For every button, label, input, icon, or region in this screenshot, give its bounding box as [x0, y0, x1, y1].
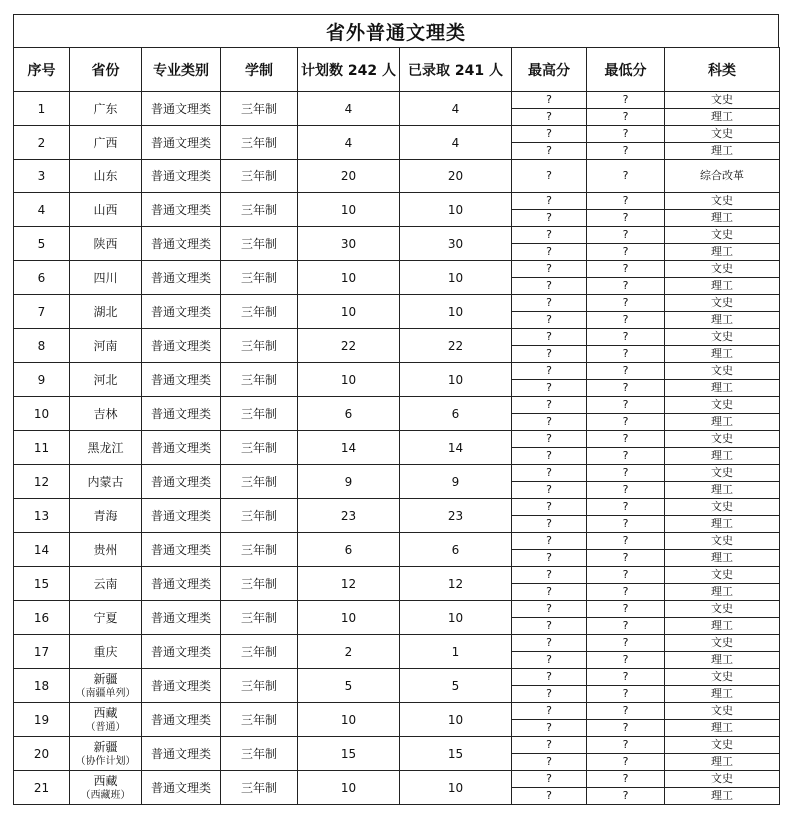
- max-score-cell: ?: [512, 686, 587, 703]
- province-cell: 湖北: [70, 295, 142, 329]
- max-score-cell: ?: [512, 126, 587, 143]
- duration-cell: 三年制: [221, 261, 298, 295]
- table-row: [14, 160, 780, 193]
- table-row: [14, 533, 780, 550]
- seq-cell: 10: [14, 397, 70, 431]
- seq-cell: 7: [14, 295, 70, 329]
- province-cell: 河南: [70, 329, 142, 363]
- duration-cell: 三年制: [221, 329, 298, 363]
- subject-cell: 文史: [665, 533, 780, 550]
- admitted-cell: 14: [400, 431, 512, 465]
- subject-cell: 文史: [665, 567, 780, 584]
- min-score-cell: ?: [587, 618, 665, 635]
- max-score-cell: ?: [512, 482, 587, 499]
- province-cell: 山东: [70, 160, 142, 193]
- max-score-cell: ?: [512, 143, 587, 160]
- province-cell: 贵州: [70, 533, 142, 567]
- subject-cell: 文史: [665, 737, 780, 754]
- header-max-score: 最高分: [512, 48, 587, 92]
- category-cell: 普通文理类: [142, 567, 221, 601]
- province-cell: [70, 703, 142, 737]
- plan-cell: 10: [298, 295, 400, 329]
- min-score-cell: ?: [587, 788, 665, 805]
- province-cell: 四川: [70, 261, 142, 295]
- min-score-cell: ?: [587, 143, 665, 160]
- admitted-cell: 10: [400, 295, 512, 329]
- category-cell: 普通文理类: [142, 771, 221, 805]
- duration-cell: 三年制: [221, 126, 298, 160]
- table-row: [14, 737, 780, 754]
- duration-cell: 三年制: [221, 703, 298, 737]
- min-score-cell: ?: [587, 397, 665, 414]
- table-row: [14, 567, 780, 584]
- min-score-cell: ?: [587, 295, 665, 312]
- max-score-cell: ?: [512, 533, 587, 550]
- max-score-cell: ?: [512, 550, 587, 567]
- table-row: [14, 669, 780, 686]
- subject-cell: 理工: [665, 414, 780, 431]
- duration-cell: 三年制: [221, 295, 298, 329]
- duration-cell: 三年制: [221, 92, 298, 126]
- table-title: 省外普通文理类: [13, 14, 779, 47]
- plan-cell: 10: [298, 601, 400, 635]
- subject-cell: 理工: [665, 686, 780, 703]
- subject-cell: 理工: [665, 210, 780, 227]
- plan-cell: 4: [298, 92, 400, 126]
- table-row: [14, 363, 780, 380]
- min-score-cell: ?: [587, 448, 665, 465]
- duration-cell: 三年制: [221, 160, 298, 193]
- subject-cell: 理工: [665, 244, 780, 261]
- admitted-cell: 5: [400, 669, 512, 703]
- plan-cell: 15: [298, 737, 400, 771]
- subject-cell: 文史: [665, 635, 780, 652]
- admitted-cell: 10: [400, 261, 512, 295]
- table-row: [14, 465, 780, 482]
- min-score-cell: ?: [587, 414, 665, 431]
- subject-cell: 理工: [665, 618, 780, 635]
- min-score-cell: ?: [587, 754, 665, 771]
- admitted-cell: 6: [400, 397, 512, 431]
- min-score-cell: ?: [587, 126, 665, 143]
- max-score-cell: ?: [512, 431, 587, 448]
- min-score-cell: ?: [587, 533, 665, 550]
- admitted-cell: 12: [400, 567, 512, 601]
- admitted-cell: 1: [400, 635, 512, 669]
- province-cell: 广西: [70, 126, 142, 160]
- admitted-cell: 10: [400, 193, 512, 227]
- table-row: [14, 397, 780, 414]
- min-score-cell: ?: [587, 92, 665, 109]
- max-score-cell: ?: [512, 295, 587, 312]
- subject-cell: 文史: [665, 126, 780, 143]
- plan-cell: 6: [298, 397, 400, 431]
- max-score-cell: ?: [512, 499, 587, 516]
- subject-cell: 理工: [665, 482, 780, 499]
- max-score-cell: ?: [512, 363, 587, 380]
- plan-cell: 23: [298, 499, 400, 533]
- category-cell: 普通文理类: [142, 227, 221, 261]
- duration-cell: 三年制: [221, 499, 298, 533]
- plan-cell: 2: [298, 635, 400, 669]
- category-cell: 普通文理类: [142, 465, 221, 499]
- province-cell: 青海: [70, 499, 142, 533]
- duration-cell: 三年制: [221, 465, 298, 499]
- min-score-cell: ?: [587, 380, 665, 397]
- min-score-cell: ?: [587, 329, 665, 346]
- plan-cell: 10: [298, 771, 400, 805]
- min-score-cell: ?: [587, 210, 665, 227]
- seq-cell: 19: [14, 703, 70, 737]
- max-score-cell: ?: [512, 448, 587, 465]
- min-score-cell: ?: [587, 669, 665, 686]
- max-score-cell: ?: [512, 652, 587, 669]
- duration-cell: 三年制: [221, 533, 298, 567]
- max-score-cell: ?: [512, 516, 587, 533]
- admitted-cell: 4: [400, 92, 512, 126]
- province-cell: 山西: [70, 193, 142, 227]
- max-score-cell: ?: [512, 618, 587, 635]
- province-note: （普通）: [85, 722, 126, 733]
- seq-cell: 8: [14, 329, 70, 363]
- subject-cell: 文史: [665, 431, 780, 448]
- admission-table-sheet: [13, 14, 779, 805]
- min-score-cell: ?: [587, 703, 665, 720]
- table-row: [14, 499, 780, 516]
- subject-cell: 理工: [665, 312, 780, 329]
- max-score-cell: ?: [512, 210, 587, 227]
- seq-cell: 6: [14, 261, 70, 295]
- max-score-cell: ?: [512, 380, 587, 397]
- table-row: [14, 261, 780, 278]
- min-score-cell: ?: [587, 601, 665, 618]
- subject-cell: 文史: [665, 465, 780, 482]
- max-score-cell: ?: [512, 312, 587, 329]
- subject-cell: 理工: [665, 380, 780, 397]
- duration-cell: 三年制: [221, 567, 298, 601]
- admitted-cell: 6: [400, 533, 512, 567]
- max-score-cell: ?: [512, 737, 587, 754]
- subject-cell: 文史: [665, 601, 780, 618]
- admitted-cell: 10: [400, 771, 512, 805]
- max-score-cell: ?: [512, 703, 587, 720]
- province-name: 新疆: [93, 740, 118, 754]
- subject-cell: 理工: [665, 516, 780, 533]
- category-cell: 普通文理类: [142, 601, 221, 635]
- subject-cell: 理工: [665, 720, 780, 737]
- category-cell: 普通文理类: [142, 431, 221, 465]
- category-cell: 普通文理类: [142, 329, 221, 363]
- max-score-cell: ?: [512, 635, 587, 652]
- min-score-cell: ?: [587, 160, 665, 193]
- max-score-cell: ?: [512, 346, 587, 363]
- min-score-cell: ?: [587, 499, 665, 516]
- seq-cell: 20: [14, 737, 70, 771]
- subject-cell: 理工: [665, 584, 780, 601]
- max-score-cell: ?: [512, 397, 587, 414]
- table-row: [14, 771, 780, 788]
- max-score-cell: ?: [512, 244, 587, 261]
- max-score-cell: ?: [512, 278, 587, 295]
- min-score-cell: ?: [587, 312, 665, 329]
- subject-cell: 文史: [665, 193, 780, 210]
- category-cell: 普通文理类: [142, 397, 221, 431]
- header-row: [14, 48, 780, 92]
- min-score-cell: ?: [587, 227, 665, 244]
- duration-cell: 三年制: [221, 193, 298, 227]
- table-row: [14, 431, 780, 448]
- header-subject: 科类: [665, 48, 780, 92]
- table-row: [14, 601, 780, 618]
- province-cell: 重庆: [70, 635, 142, 669]
- category-cell: 普通文理类: [142, 160, 221, 193]
- min-score-cell: ?: [587, 431, 665, 448]
- admitted-cell: 10: [400, 703, 512, 737]
- category-cell: 普通文理类: [142, 737, 221, 771]
- seq-cell: 17: [14, 635, 70, 669]
- plan-cell: 6: [298, 533, 400, 567]
- province-cell: 内蒙古: [70, 465, 142, 499]
- duration-cell: 三年制: [221, 363, 298, 397]
- admitted-cell: 22: [400, 329, 512, 363]
- seq-cell: 11: [14, 431, 70, 465]
- table-row: [14, 126, 780, 143]
- min-score-cell: ?: [587, 465, 665, 482]
- admitted-cell: 15: [400, 737, 512, 771]
- subject-cell: 理工: [665, 652, 780, 669]
- seq-cell: 4: [14, 193, 70, 227]
- category-cell: 普通文理类: [142, 193, 221, 227]
- subject-cell: 理工: [665, 448, 780, 465]
- max-score-cell: ?: [512, 109, 587, 126]
- province-note: （西藏班）: [80, 790, 131, 801]
- seq-cell: 16: [14, 601, 70, 635]
- min-score-cell: ?: [587, 482, 665, 499]
- category-cell: 普通文理类: [142, 533, 221, 567]
- max-score-cell: ?: [512, 465, 587, 482]
- max-score-cell: ?: [512, 92, 587, 109]
- subject-cell: 理工: [665, 278, 780, 295]
- seq-cell: 13: [14, 499, 70, 533]
- max-score-cell: ?: [512, 771, 587, 788]
- subject-cell: 文史: [665, 295, 780, 312]
- header-duration: 学制: [221, 48, 298, 92]
- subject-cell: 文史: [665, 499, 780, 516]
- min-score-cell: ?: [587, 363, 665, 380]
- province-cell: 河北: [70, 363, 142, 397]
- category-cell: 普通文理类: [142, 261, 221, 295]
- duration-cell: 三年制: [221, 227, 298, 261]
- header-admitted: 已录取 241 人: [400, 48, 512, 92]
- admitted-cell: 23: [400, 499, 512, 533]
- subject-cell: 文史: [665, 397, 780, 414]
- province-name: 西藏: [93, 706, 118, 720]
- min-score-cell: ?: [587, 584, 665, 601]
- subject-cell: 文史: [665, 703, 780, 720]
- plan-cell: 12: [298, 567, 400, 601]
- duration-cell: 三年制: [221, 397, 298, 431]
- province-cell: 宁夏: [70, 601, 142, 635]
- plan-cell: 30: [298, 227, 400, 261]
- min-score-cell: ?: [587, 278, 665, 295]
- max-score-cell: ?: [512, 669, 587, 686]
- admission-table: [13, 47, 780, 805]
- min-score-cell: ?: [587, 771, 665, 788]
- seq-cell: 21: [14, 771, 70, 805]
- header-province: 省份: [70, 48, 142, 92]
- province-cell: [70, 669, 142, 703]
- province-cell: 吉林: [70, 397, 142, 431]
- max-score-cell: ?: [512, 584, 587, 601]
- seq-cell: 9: [14, 363, 70, 397]
- province-cell: 广东: [70, 92, 142, 126]
- max-score-cell: ?: [512, 601, 587, 618]
- subject-cell: 理工: [665, 788, 780, 805]
- seq-cell: 12: [14, 465, 70, 499]
- min-score-cell: ?: [587, 346, 665, 363]
- plan-cell: 10: [298, 363, 400, 397]
- header-min-score: 最低分: [587, 48, 665, 92]
- admitted-cell: 10: [400, 601, 512, 635]
- province-name: 西藏: [93, 774, 118, 788]
- province-cell: [70, 737, 142, 771]
- seq-cell: 1: [14, 92, 70, 126]
- province-note: （南疆单列）: [75, 688, 136, 699]
- admitted-cell: 30: [400, 227, 512, 261]
- subject-cell: 文史: [665, 771, 780, 788]
- table-row: [14, 329, 780, 346]
- province-cell: 黑龙江: [70, 431, 142, 465]
- province-cell: 陕西: [70, 227, 142, 261]
- min-score-cell: ?: [587, 567, 665, 584]
- max-score-cell: ?: [512, 261, 587, 278]
- province-cell: 云南: [70, 567, 142, 601]
- min-score-cell: ?: [587, 516, 665, 533]
- admitted-cell: 4: [400, 126, 512, 160]
- min-score-cell: ?: [587, 652, 665, 669]
- category-cell: 普通文理类: [142, 703, 221, 737]
- table-row: [14, 703, 780, 720]
- admitted-cell: 10: [400, 363, 512, 397]
- duration-cell: 三年制: [221, 737, 298, 771]
- admitted-cell: 20: [400, 160, 512, 193]
- duration-cell: 三年制: [221, 669, 298, 703]
- min-score-cell: ?: [587, 737, 665, 754]
- table-row: [14, 193, 780, 210]
- seq-cell: 5: [14, 227, 70, 261]
- subject-cell: 文史: [665, 261, 780, 278]
- seq-cell: 15: [14, 567, 70, 601]
- min-score-cell: ?: [587, 261, 665, 278]
- seq-cell: 18: [14, 669, 70, 703]
- max-score-cell: ?: [512, 227, 587, 244]
- category-cell: 普通文理类: [142, 669, 221, 703]
- subject-cell: 理工: [665, 109, 780, 126]
- max-score-cell: ?: [512, 567, 587, 584]
- min-score-cell: ?: [587, 109, 665, 126]
- max-score-cell: ?: [512, 414, 587, 431]
- category-cell: 普通文理类: [142, 126, 221, 160]
- plan-cell: 20: [298, 160, 400, 193]
- max-score-cell: ?: [512, 160, 587, 193]
- header-category: 专业类别: [142, 48, 221, 92]
- table-row: [14, 295, 780, 312]
- province-name: 新疆: [93, 672, 118, 686]
- subject-cell: 文史: [665, 92, 780, 109]
- category-cell: 普通文理类: [142, 363, 221, 397]
- min-score-cell: ?: [587, 193, 665, 210]
- category-cell: 普通文理类: [142, 295, 221, 329]
- province-cell: [70, 771, 142, 805]
- table-row: [14, 227, 780, 244]
- subject-cell: 理工: [665, 346, 780, 363]
- plan-cell: 10: [298, 703, 400, 737]
- province-note: （协作计划）: [75, 756, 136, 767]
- max-score-cell: ?: [512, 720, 587, 737]
- subject-cell: 理工: [665, 143, 780, 160]
- table-body: [14, 92, 780, 805]
- max-score-cell: ?: [512, 754, 587, 771]
- category-cell: 普通文理类: [142, 92, 221, 126]
- min-score-cell: ?: [587, 720, 665, 737]
- plan-cell: 14: [298, 431, 400, 465]
- header-seq: 序号: [14, 48, 70, 92]
- duration-cell: 三年制: [221, 601, 298, 635]
- plan-cell: 9: [298, 465, 400, 499]
- plan-cell: 10: [298, 261, 400, 295]
- max-score-cell: ?: [512, 193, 587, 210]
- max-score-cell: ?: [512, 788, 587, 805]
- subject-cell: 理工: [665, 550, 780, 567]
- category-cell: 普通文理类: [142, 499, 221, 533]
- category-cell: 普通文理类: [142, 635, 221, 669]
- plan-cell: 5: [298, 669, 400, 703]
- plan-cell: 10: [298, 193, 400, 227]
- subject-cell: 理工: [665, 754, 780, 771]
- table-row: [14, 635, 780, 652]
- subject-cell: 文史: [665, 363, 780, 380]
- min-score-cell: ?: [587, 686, 665, 703]
- seq-cell: 2: [14, 126, 70, 160]
- subject-cell: 文史: [665, 669, 780, 686]
- seq-cell: 14: [14, 533, 70, 567]
- min-score-cell: ?: [587, 550, 665, 567]
- admitted-cell: 9: [400, 465, 512, 499]
- subject-cell: 文史: [665, 329, 780, 346]
- subject-cell: 文史: [665, 227, 780, 244]
- max-score-cell: ?: [512, 329, 587, 346]
- plan-cell: 22: [298, 329, 400, 363]
- seq-cell: 3: [14, 160, 70, 193]
- header-plan: 计划数 242 人: [298, 48, 400, 92]
- subject-cell: 综合改革: [665, 160, 780, 193]
- duration-cell: 三年制: [221, 431, 298, 465]
- table-row: [14, 92, 780, 109]
- duration-cell: 三年制: [221, 771, 298, 805]
- min-score-cell: ?: [587, 635, 665, 652]
- plan-cell: 4: [298, 126, 400, 160]
- min-score-cell: ?: [587, 244, 665, 261]
- duration-cell: 三年制: [221, 635, 298, 669]
